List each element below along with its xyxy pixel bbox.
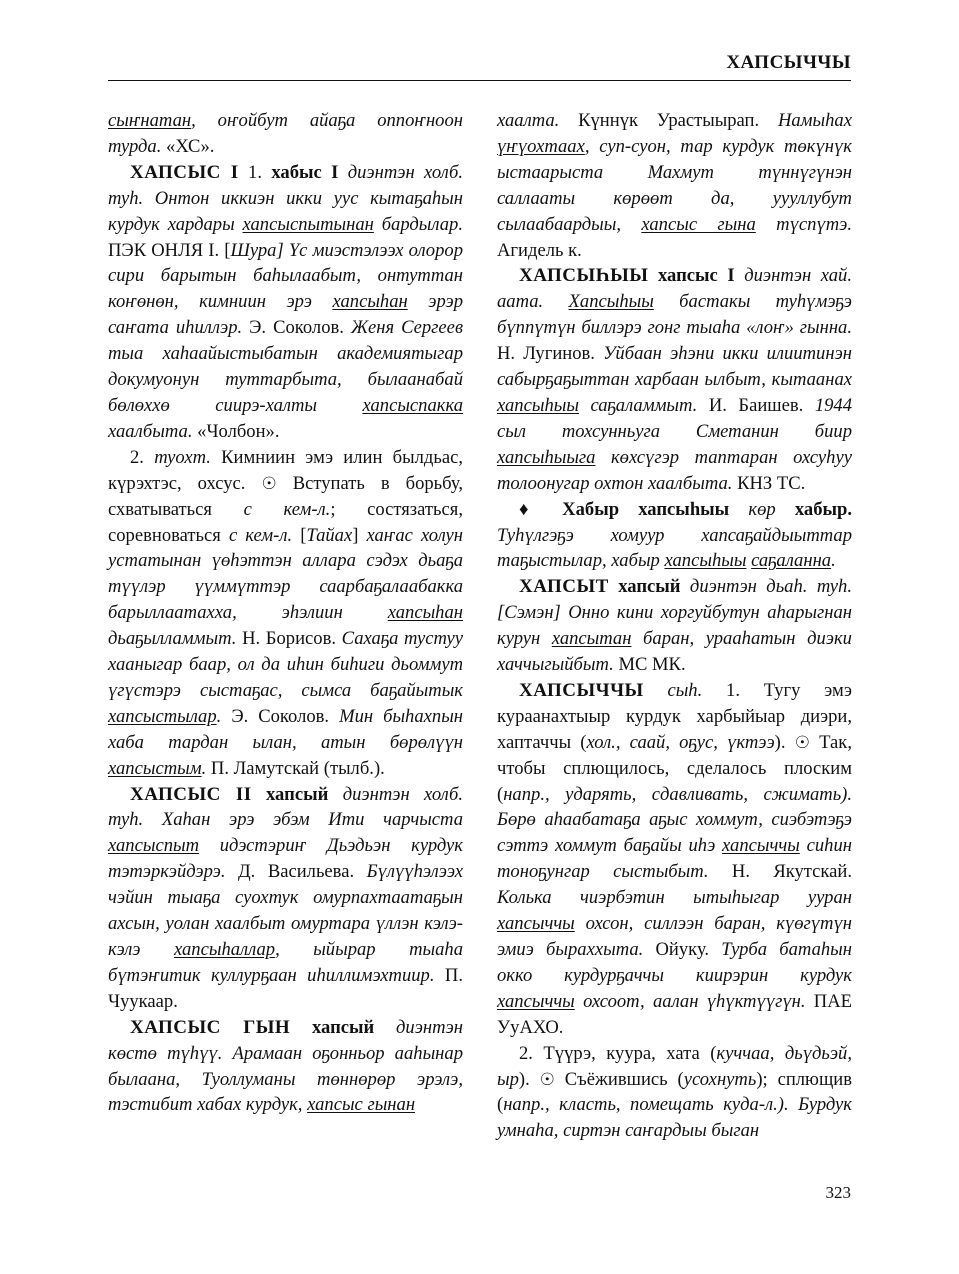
source-ref: Күннүк Урастыырап. bbox=[578, 110, 760, 131]
example-word: саҕаланна bbox=[751, 550, 832, 572]
definition-text: диэнтэн көстө түһүү. Арамаан оҕонньор ааһынар былаана, Туоллуманы төннөрөр эрэлэ, тэстибит хабах курдук, bbox=[108, 1016, 463, 1116]
entry-hapsys-2 bbox=[108, 782, 463, 1015]
grammar-label: сыһ. bbox=[667, 679, 703, 701]
example-word: хапсыччы bbox=[722, 835, 800, 857]
headword: ХАПСЫС ГЫН bbox=[130, 1016, 291, 1038]
page-number: 323 bbox=[825, 1183, 851, 1202]
example-text: Женя Сергеев тыа хаһаайыстыбатын академиятыгар докумуонун туттарбыта, былаанабай бөлөххө сиирэ-халты bbox=[108, 317, 464, 416]
sense-number: 2. bbox=[130, 446, 155, 468]
phrase-marker-icon: ♦ bbox=[519, 498, 544, 520]
example-word: хапсыһан bbox=[387, 602, 463, 624]
source-ref: Н. Лугинов. bbox=[497, 343, 595, 365]
example-text: Бүлүүһэлээх чэйин тыаҕа суохтук омурпахтаатаҕын ахсын, уолан хаалбыт омуртара үллэн кэлэ-кэлэ bbox=[108, 861, 463, 960]
headword: ХАПСЫС II bbox=[130, 783, 252, 805]
headword: ХАПСЫС I bbox=[130, 161, 239, 183]
spacer bbox=[648, 265, 658, 286]
entry-hapsys-1-sense-2 bbox=[108, 445, 463, 782]
cross-ref-word: хабыс I bbox=[271, 161, 339, 183]
example-word: хапсыспакка bbox=[362, 394, 463, 416]
source-ref: Э. Соколов. bbox=[231, 705, 330, 727]
example-word: хапсыстым bbox=[108, 757, 202, 779]
example-word: хапсыһыы bbox=[664, 550, 747, 572]
example-text: ). Бөрө аһаабатаҕа аҕыс хоммут, сиэбэтэҕэ сэттэ хоммут баҕайы иһэ bbox=[497, 783, 852, 857]
example-text: хаалта. bbox=[497, 110, 579, 131]
example-text: . bbox=[831, 550, 836, 572]
phrase-headword: Хабыр хапсыһыы bbox=[543, 498, 730, 520]
example-text: көхсүгэр таптаран охсуһуу толоонугар охтон хаалбыта. bbox=[497, 446, 852, 494]
example-text: Тайах bbox=[306, 524, 353, 546]
running-head: ХАПСЫЧЧЫ bbox=[726, 52, 851, 73]
example-word: хапсыспыт bbox=[108, 835, 200, 857]
definition-text: 1. Тугу эмэ кураанахтыыр курдук харбыйыар диэри, хаптаччы ( bbox=[497, 679, 852, 753]
sense-number: 1. bbox=[238, 161, 272, 183]
example-word: хапсыһыыга bbox=[497, 446, 596, 468]
example-text: саҕаламмыт. bbox=[578, 394, 709, 416]
right-column bbox=[497, 108, 852, 1144]
example-text: . bbox=[216, 705, 232, 727]
grammar-label: хол., саай, оҕус, үктээ bbox=[586, 731, 775, 753]
example-text: хаалбыта. bbox=[108, 420, 198, 442]
phrase-habyr-hapsyhyy bbox=[497, 497, 852, 575]
left-column bbox=[108, 108, 463, 1118]
example-text: түспүтэ. bbox=[755, 213, 852, 235]
headword: ХАПСЫТ bbox=[519, 576, 609, 598]
example-text: ] Үс миэстэлээх олорор сири барытын баһылаабыт, онтуттан коҥөнөн, кимниин эрэ bbox=[108, 239, 463, 313]
example-word: хапсыһаллар bbox=[174, 939, 276, 960]
russian-translation: ); сплющив ( bbox=[497, 1068, 852, 1116]
source-ref: Н. Якутскай. bbox=[731, 861, 853, 883]
example-text: , ыйырар тыаһа бүтэҥитик куллурҕаан иһиллимэхтиир. bbox=[108, 939, 463, 986]
example-text: Уйбаан эһэни икки илиитинэн сабырҕаҕыттан харбаан ылбыт, кытаанах bbox=[497, 343, 853, 391]
example-text: идэстэриҥ Дьэдьэн курдук тэтэркэйдэрэ. bbox=[108, 835, 463, 883]
entry-hapsychchy-sense-2 bbox=[497, 1041, 852, 1145]
source-ref: «ХС». bbox=[166, 135, 215, 157]
source-ref: Агидель к. bbox=[497, 239, 582, 261]
entry-hapsyhyy bbox=[497, 263, 852, 496]
example-text: , оҥойбут айаҕа оппоҥноон турда. bbox=[108, 110, 463, 157]
example-text: Шура bbox=[230, 239, 277, 261]
example-text: Туһүлгэҕэ хомуур хапсаҕайдыыттар таҕыстылар, хабыр bbox=[497, 524, 852, 572]
definition-text: ). bbox=[518, 1068, 540, 1090]
spacer bbox=[252, 784, 266, 805]
entry-hapsys-1 bbox=[108, 160, 463, 445]
headword: ХАПСЫЧЧЫ bbox=[519, 679, 644, 701]
header-rule bbox=[108, 80, 851, 81]
source-ref: П. Ламутскай (тылб.). bbox=[210, 757, 385, 779]
cross-ref-word: хапсыс I bbox=[657, 265, 735, 287]
grammar-label: көр bbox=[729, 498, 795, 520]
cross-ref-word: хапсый bbox=[266, 783, 329, 805]
source-ref: МС МК. bbox=[618, 654, 686, 676]
source-ref: Н. Борисов. bbox=[242, 628, 337, 650]
headword: ХАПСЫҺЫЫ bbox=[519, 265, 649, 287]
example-text: ). Бурдук умнаһа, сиртэн саҥардыы быган bbox=[497, 1094, 852, 1142]
example-word: хапсыччы bbox=[497, 990, 575, 1012]
example-text: бастакы туһүмэҕэ бүппүтүн биллэрэ гонг тыаһа «лоҥ» гынна. bbox=[497, 291, 852, 339]
bracket: [ bbox=[292, 524, 307, 546]
source-ref: КНЗ ТС. bbox=[737, 472, 806, 494]
entry-continuation bbox=[497, 108, 852, 263]
definition-text: 2. Түүрэ, куура, хата ( bbox=[519, 1042, 717, 1064]
example-text: Сахаҕа тустуу хааныгар баар, ол да иһин биһиги дьоммут үгүстэрэ сыстаҕас, сымса баҕайытык bbox=[108, 628, 463, 701]
spacer bbox=[644, 680, 668, 701]
example-word: хапсыччы bbox=[497, 913, 575, 935]
example-text: дьаҕылламмыт. bbox=[108, 628, 243, 650]
example-text: охсон, силлээн баран, күөгүтүн эмиэ быраххыта. bbox=[497, 913, 852, 960]
example-word: хапсыһыы bbox=[497, 394, 579, 416]
source-ref: Д. Васильева. bbox=[238, 861, 355, 883]
source-ref: ПЭК ОНЛЯ I. [ bbox=[108, 239, 231, 261]
grammar-label: туохт. bbox=[154, 446, 211, 468]
grammar-label: усохнуть bbox=[683, 1068, 757, 1090]
russian-translation: Съёжившись ( bbox=[554, 1068, 684, 1090]
example-text: хаҥас холун устатынан үөһэттэн аллара сэдэх дьаҕа түүлэр үүммүттэр саарбаҕалаабакка барыллаатахха, эһэлиин bbox=[108, 524, 463, 624]
spacer bbox=[609, 576, 618, 597]
example-text: баран, урааһатын диэки хаччыгыйбыт. bbox=[497, 628, 852, 676]
spacer bbox=[290, 1017, 312, 1038]
definition-text: ). bbox=[774, 731, 795, 753]
example-word: хапсыһан bbox=[332, 291, 408, 313]
example-text: Турба батаһын окко курдурҕаччы киирэрин курдук bbox=[497, 939, 852, 986]
example-text: Намыһах bbox=[759, 110, 852, 131]
definition-text: диэнтэн холб. туһ. Онтон иккиэн икки уус кытаҕаһын курдук хардары bbox=[108, 161, 464, 235]
source-ref: И. Баишев. bbox=[708, 394, 804, 416]
cross-ref-word: хапсый bbox=[618, 576, 681, 598]
grammar-label: с кем-л. bbox=[228, 524, 293, 546]
grammar-label: напр., ударять, сдавливать, сжимать bbox=[503, 783, 842, 805]
entry-continuation bbox=[108, 108, 463, 160]
cross-ref-word: хабыр. bbox=[794, 498, 852, 520]
source-ref: «Чолбон». bbox=[197, 420, 280, 442]
example-word: сыҥнатан bbox=[108, 110, 192, 131]
example-text: охсоот, аалан үһүктүүгүн. bbox=[574, 990, 814, 1012]
source-ref: П. Чуукаар. bbox=[108, 964, 463, 1012]
grammar-label: напр., класть, помещать куда-л. bbox=[503, 1094, 778, 1116]
example-word: хапсыстылар bbox=[108, 705, 217, 727]
entry-hapsys-gyn bbox=[108, 1015, 463, 1119]
example-word: үҥүохтаах bbox=[497, 135, 585, 157]
example-word: хапсыс гына bbox=[641, 213, 756, 235]
example-word: хапсыс гынан bbox=[307, 1094, 416, 1116]
example-text: Мин быһахпын хаба тардан ылан, атын бөрөлүүн bbox=[108, 705, 464, 753]
cross-ref-word: хапсый bbox=[311, 1016, 375, 1038]
translation-marker-icon: ☉ bbox=[794, 732, 810, 752]
grammar-label: куччаа, дьүдьэй, ыр bbox=[497, 1042, 852, 1090]
definition-text: диэнтэн хай. аата. bbox=[497, 265, 852, 313]
example-word: хапсытан bbox=[551, 628, 632, 650]
translation-marker-icon: ☉ bbox=[261, 473, 277, 493]
example-text: Колька чиэрбэтин ытыһыгар ууран bbox=[497, 887, 852, 909]
example-text: сиһин тоноҕунгар сыстыбыт. bbox=[497, 835, 852, 883]
example-word: Хапсыһыы bbox=[568, 291, 654, 313]
example-text: . bbox=[201, 757, 211, 779]
source-ref: Ойуку. bbox=[655, 939, 710, 960]
example-text: диэнтэн дьаһ. туһ. [Сэмэн] Онно кини хоргуйбутун аһарыгнан курун bbox=[497, 576, 852, 650]
example-text: эрэр саҥата иһиллэр. bbox=[108, 291, 463, 339]
example-text: бардылар. bbox=[373, 213, 463, 235]
source-ref: ПАЕ УуАХО. bbox=[497, 990, 852, 1038]
russian-translation: Вступать в борьбу, схватываться bbox=[108, 472, 463, 520]
grammar-label: с кем-л. bbox=[243, 498, 331, 520]
russian-translation: Так, чтобы сплющилось, сделалось плоским ( bbox=[497, 731, 852, 805]
example-word: хапсыспытынан bbox=[242, 213, 374, 235]
entry-hapsychchy bbox=[497, 678, 852, 1041]
bracket: ] bbox=[352, 524, 367, 546]
source-ref: Э. Соколов. bbox=[249, 317, 344, 339]
russian-translation: ; состязаться, соревноваться bbox=[108, 498, 463, 546]
definition-text: диэнтэн холб. туһ. Хаһан эрэ эбэм Ити чарчыста bbox=[108, 783, 463, 831]
example-text: 1944 сыл тохсунньуга Сметанин биир bbox=[497, 394, 853, 442]
example-text: , суп-суон, тар курдук төкүнүк ыстаарыста Махмут түннүгүнэн саллааты көрөөт да, уууллубут сылаабаардыы, bbox=[497, 135, 852, 235]
translation-marker-icon: ☉ bbox=[539, 1069, 555, 1089]
entry-hapsyt bbox=[497, 574, 852, 678]
definition-text: Кимниин эмэ илин былдьас, күрэхтэс, охсус. bbox=[108, 446, 464, 494]
